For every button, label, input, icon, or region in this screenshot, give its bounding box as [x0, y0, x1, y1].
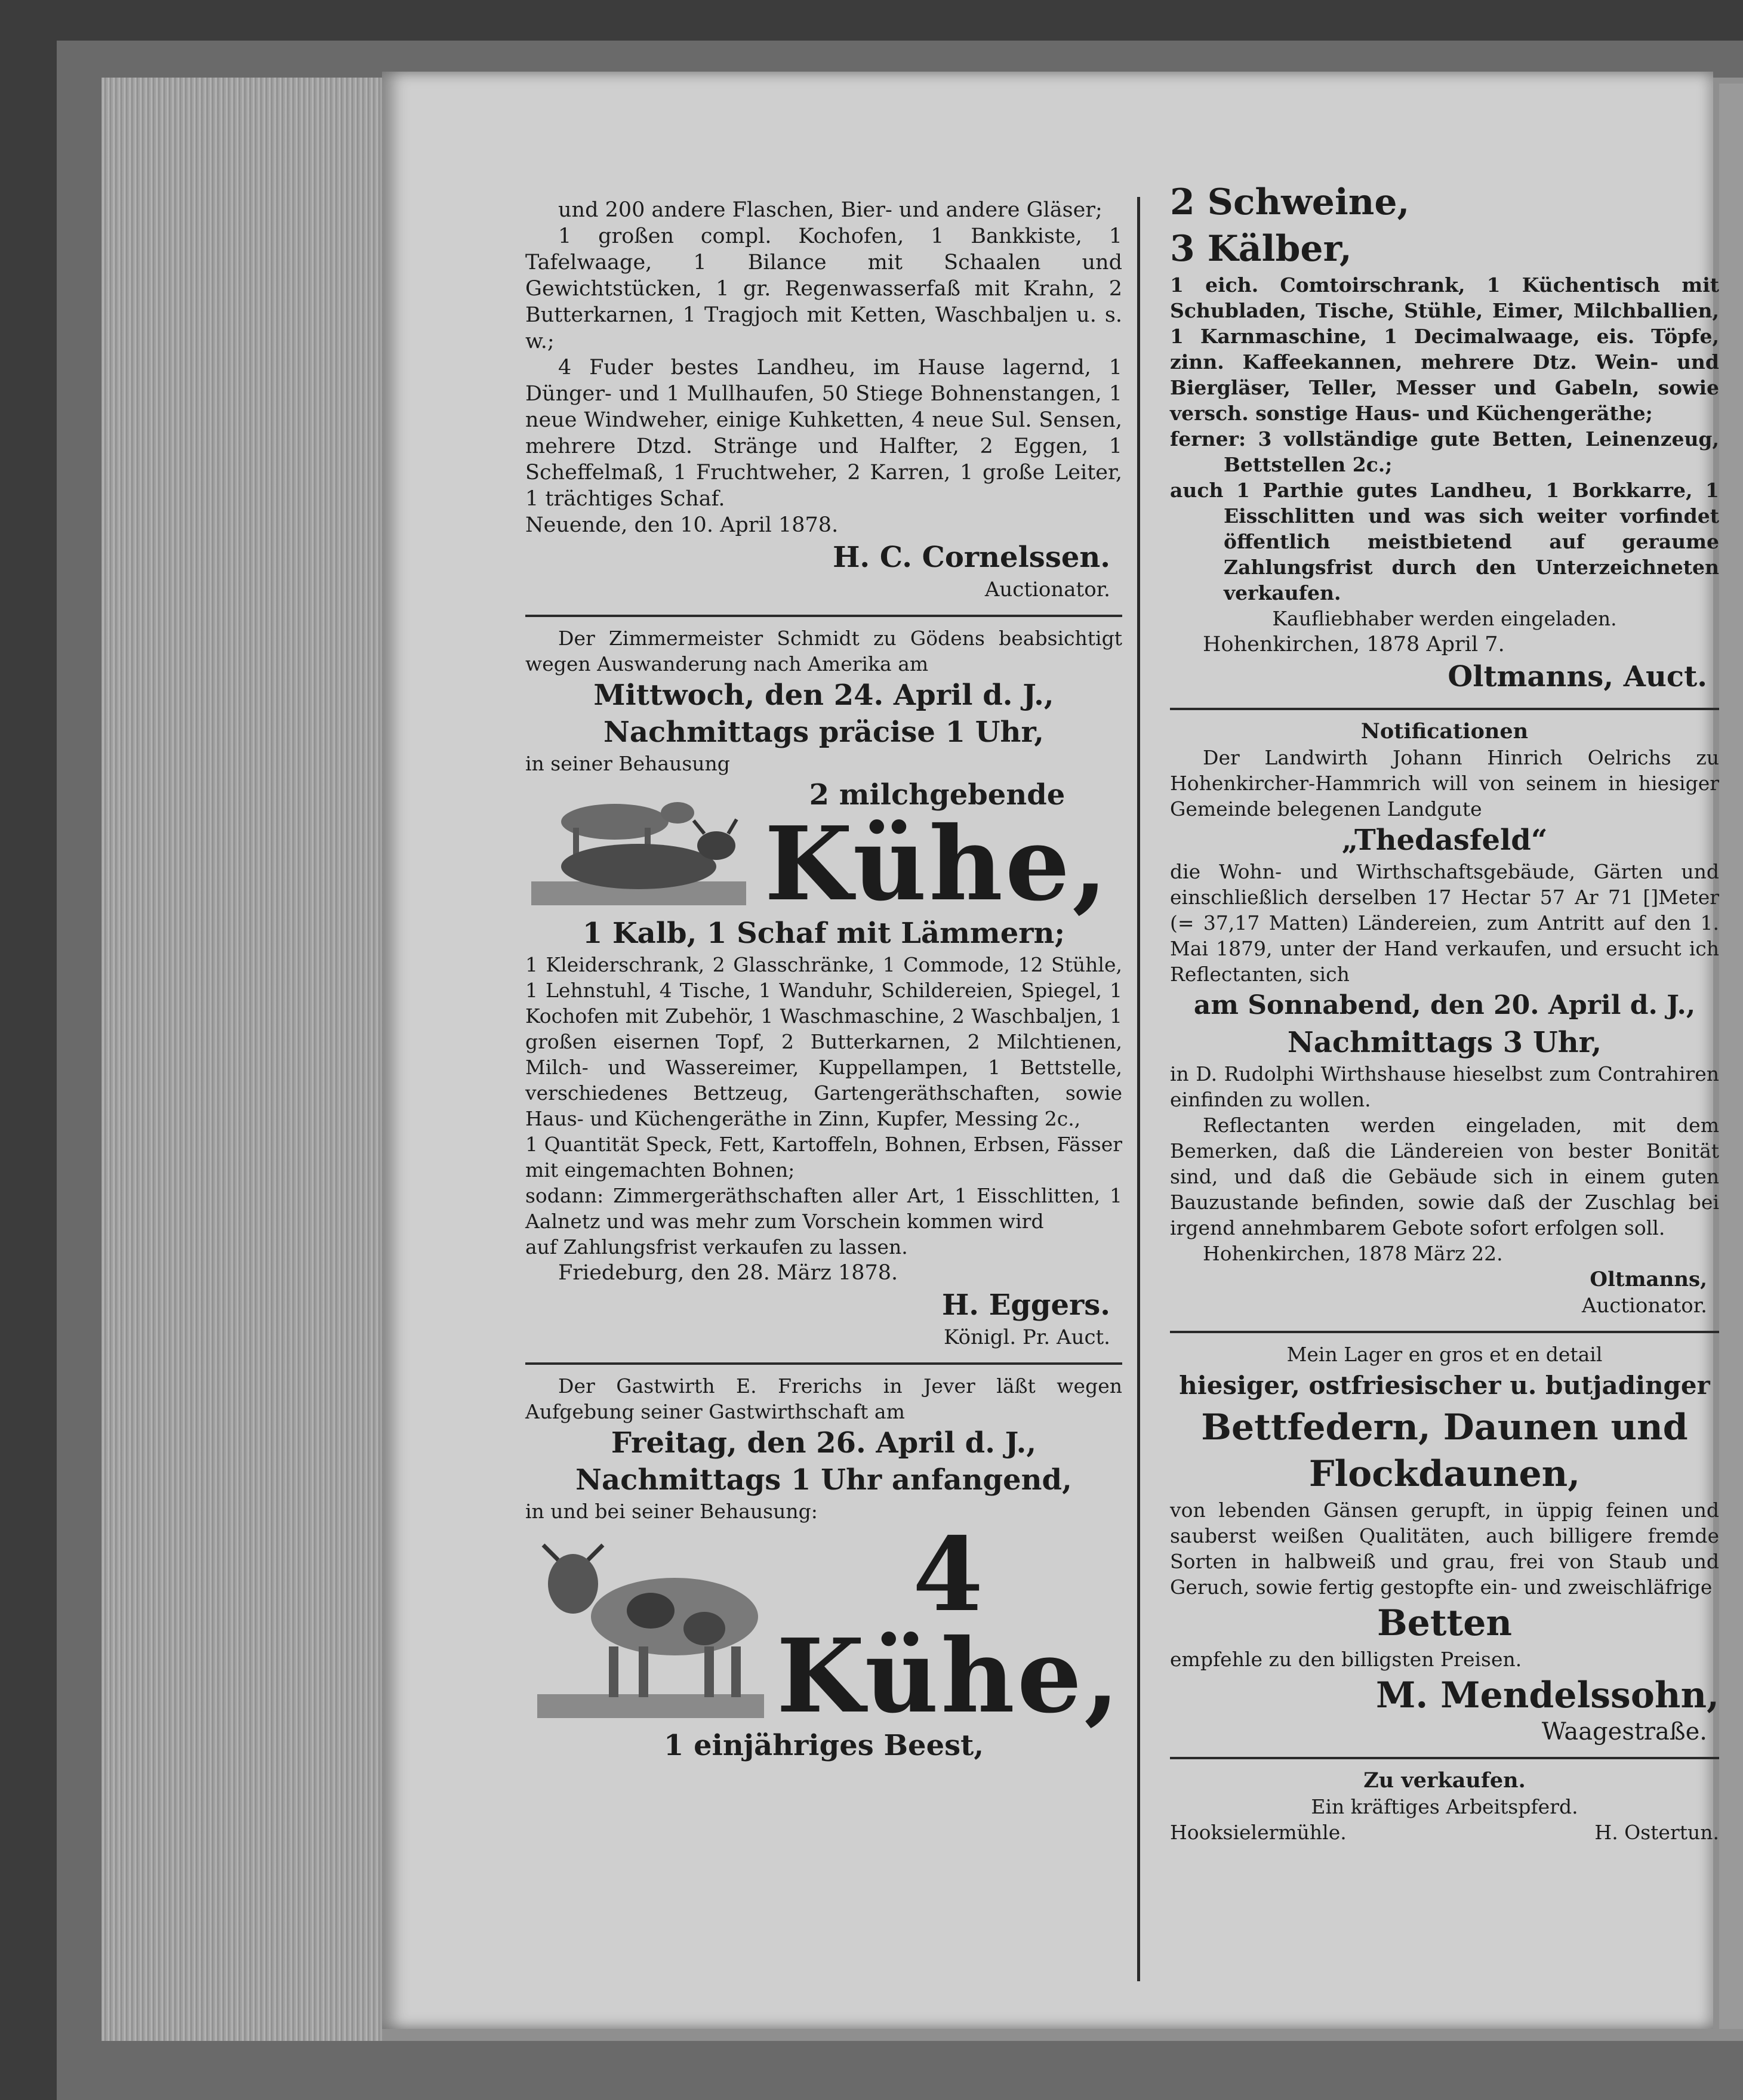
seller-place: Hooksielermühle.	[1170, 1821, 1347, 1844]
ad-notification	[1170, 718, 1719, 1319]
notice-text: Der Landwirth Johann Hinrich Oelrichs zu Hohenkircher-Hammrich will von seinem in hiesiger Gemeinde belegenen Landgute	[1170, 746, 1719, 821]
pigs-heading: 2 Schweine,	[1170, 181, 1410, 223]
auction-date: Freitag, den 26. April d. J.,	[611, 1426, 1037, 1460]
place-date: Neuende, den 10. April 1878.	[525, 513, 839, 537]
column-divider	[1137, 197, 1140, 1981]
ad-auction-jever	[525, 1373, 1122, 1764]
cows-block	[525, 776, 1122, 924]
right-column	[1170, 179, 1719, 1845]
ad-text: von lebenden Gänsen gerupft, in üppig feinen und sauberst weißen Qualitäten, auch billigere fremde Sorten in halbweiß und grau, frei von Staub und Geruch, sowie fertig gestopfte ein- und zweischläfrige	[1170, 1498, 1719, 1599]
ad-separator	[525, 615, 1122, 617]
auction-time: Nachmittags 1 Uhr anfangend,	[575, 1463, 1072, 1497]
ad-product: Betten	[1376, 1602, 1513, 1644]
invite-text: Kaufliebhaber werden eingeladen.	[1272, 607, 1617, 630]
ad-footer	[1170, 1820, 1719, 1845]
ad-auction-hohenkirchen	[1170, 179, 1719, 696]
section-heading: Zu verkaufen.	[1363, 1768, 1526, 1793]
ad-text: 4 Fuder bestes Landheu, im Hause lagernd, 1 Dünger- und 1 Mullhaufen, 50 Stiege Bohnenstangen, 1 neue Windweher, einige Kuhketten, 4 neue Sul. Sensen, mehrere Dtzd. Stränge und Halfter, 2 Eggen, 1 Scheffelmaß, 1 Fruchtweher, 2 Karren, 1 große Leiter, 1 trächtiges Schaf.	[525, 356, 1122, 511]
cow-illustration-icon	[525, 1527, 776, 1724]
ad-separator	[1170, 1757, 1719, 1759]
left-column	[525, 197, 1122, 1764]
seller-name: H. Ostertun.	[1594, 1821, 1719, 1844]
closing-text: auf Zahlungsfrist verkaufen zu lassen.	[525, 1235, 908, 1259]
items-list: 1 Kleiderschrank, 2 Glasschränke, 1 Commode, 12 Stühle, 1 Lehnstuhl, 4 Tische, 1 Wanduhr, Schildereien, Spiegel, 1 Kochofen mit Zubehör, 1 Waschmaschine, 2 Waschbaljen, 1 großen eisernen Topf, 2 Butterkarnen, 2 Milchtienen, Milch- und Wassereimer, Kuppellampen, 1 Bettstelle, verschiedenes Bettzeug, Gartengeräthschaften, sowie Haus- und Küchengeräthe in Zinn, Kupfer, Messing 2c.,	[525, 953, 1122, 1130]
auctioneer-name: H. C. Cornelssen.	[833, 541, 1110, 574]
next-page-edge	[1719, 84, 1743, 2029]
ad-auction-neuende	[525, 197, 1122, 603]
ad-separator	[1170, 1331, 1719, 1333]
auctioneer-name: Oltmanns, Auct.	[1448, 660, 1707, 693]
meeting-time: Nachmittags 3 Uhr,	[1287, 1026, 1602, 1059]
cow-block	[525, 1515, 1122, 1736]
estate-name: „Thedasfeld“	[1341, 824, 1548, 857]
calf-sheep-line: 1 Kalb, 1 Schaf mit Lämmern;	[582, 917, 1065, 950]
ad-text: Ein kräftiges Arbeitspferd.	[1311, 1795, 1578, 1818]
heifer-line: 1 einjähriges Beest,	[663, 1729, 984, 1762]
auctioneer-title: Königl. Pr. Auct.	[944, 1325, 1110, 1349]
ad-line: Flockdaunen,	[1308, 1453, 1581, 1495]
items-list: 1 eich. Comtoirschrank, 1 Küchentisch mit Schubladen, Tische, Stühle, Eimer, Milchballien, 1 Karnmaschine, 1 Decimalwaage, eis. Töpfe, zinn. Kaffeekannen, mehrere Dtz. Wein- und Biergläser, Teller, Messer und Gabeln, sowie versch. sonstige Haus- und Küchengeräthe;	[1170, 273, 1719, 425]
ad-intro: Der Zimmermeister Schmidt zu Gödens beabsichtigt wegen Auswanderung nach Amerika am	[525, 627, 1122, 676]
auctioneer-title: Auctionator.	[1581, 1294, 1707, 1318]
merchant-street: Waagestraße.	[1541, 1718, 1707, 1746]
ad-line: hiesiger, ostfriesischer u. butjadinger	[1179, 1371, 1710, 1400]
notice-text: die Wohn- und Wirthschaftsgebäude, Gärten und einschließlich derselben 17 Hectar 57 Ar 71 []Meter (= 37,17 Matten) Ländereien, zum Antritt auf den 1. Mai 1879, unter der Hand verkaufen, und ersucht ich Reflectanten, sich	[1170, 860, 1719, 986]
cow-count: 4	[912, 1515, 986, 1635]
ad-horse	[1170, 1768, 1719, 1845]
ad-text: 1 großen compl. Kochofen, 1 Bankkiste, 1 Tafelwaage, 1 Bilance mit Schaalen und Gewichtstücken, 1 gr. Regenwasserfaß mit Krahn, 2 Butterkarnen, 1 Tragjoch mit Ketten, Waschbaljen u. s. w.;	[525, 224, 1122, 353]
notice-text: in D. Rudolphi Wirthshause hieselbst zum Contrahiren einfinden zu wollen.	[1170, 1062, 1719, 1111]
place-date: Hohenkirchen, 1878 April 7.	[1203, 633, 1505, 656]
cows-illustration-icon	[525, 780, 752, 911]
auction-place: in und bei seiner Behausung:	[525, 1500, 818, 1523]
cows-big-title: Kühe,	[764, 804, 1110, 924]
ad-text: empfehle zu den billigsten Preisen.	[1170, 1648, 1522, 1671]
items-list-3: auch 1 Parthie gutes Landheu, 1 Borkkarre, 1 Eisschlitten und was sich weiter vorfindet öffentlich meistbietend auf geraume Zahlungsfrist durch den Unterzeichneten verkaufen.	[1170, 479, 1719, 605]
ad-line: Bettfedern, Daunen und	[1201, 1407, 1688, 1448]
place-date: Hohenkirchen, 1878 März 22.	[1203, 1242, 1503, 1265]
auction-date: Mittwoch, den 24. April d. J.,	[593, 679, 1054, 712]
ad-auction-friedeburg	[525, 625, 1122, 1350]
auction-place: in seiner Behausung	[525, 752, 730, 775]
cows-big-title: Kühe,	[776, 1617, 1122, 1736]
auction-time: Nachmittags präcise 1 Uhr,	[603, 716, 1044, 749]
calves-heading: 3 Kälber,	[1170, 228, 1352, 270]
auctioneer-name: H. Eggers.	[941, 1288, 1110, 1322]
ad-text: und 200 andere Flaschen, Bier- und andere Gläser;	[558, 198, 1103, 222]
items-list-2: 1 Quantität Speck, Fett, Kartoffeln, Bohnen, Erbsen, Fässer mit eingemachten Bohnen;	[525, 1133, 1122, 1182]
auctioneer-title: Auctionator.	[984, 578, 1110, 602]
ad-feathers	[1170, 1342, 1719, 1745]
section-heading: Notificationen	[1360, 719, 1529, 744]
items-list-3: sodann: Zimmergeräthschaften aller Art, 1 Eisschlitten, 1 Aalnetz und was mehr zum Vorschein kommen wird	[525, 1184, 1122, 1233]
cows-heading: 2 milchgebende	[809, 778, 1065, 812]
notice-text: Reflectanten werden eingeladen, mit dem Bemerken, daß die Ländereien von bester Bonität sind, und daß die Gebäude sich in einem guten Bauzustande befinden, sowie daß der Zuschlag bei irgend annehmbarem Gebote sofort erfolgen soll.	[1170, 1114, 1719, 1239]
ad-separator	[525, 1362, 1122, 1365]
meeting-date: am Sonnabend, den 20. April d. J.,	[1193, 990, 1696, 1020]
place-date: Friedeburg, den 28. März 1878.	[558, 1261, 898, 1285]
items-list-2: ferner: 3 vollständige gute Betten, Leinenzeug, Bettstellen 2c.;	[1170, 427, 1719, 476]
ad-intro: Mein Lager en gros et en detail	[1286, 1343, 1603, 1366]
auctioneer-name: Oltmanns,	[1590, 1268, 1707, 1291]
merchant-name: M. Mendelssohn,	[1375, 1675, 1719, 1716]
page-edges	[101, 78, 382, 2041]
ad-intro: Der Gastwirth E. Frerichs in Jever läßt wegen Aufgebung seiner Gastwirthschaft am	[525, 1374, 1122, 1423]
ad-separator	[1170, 708, 1719, 710]
